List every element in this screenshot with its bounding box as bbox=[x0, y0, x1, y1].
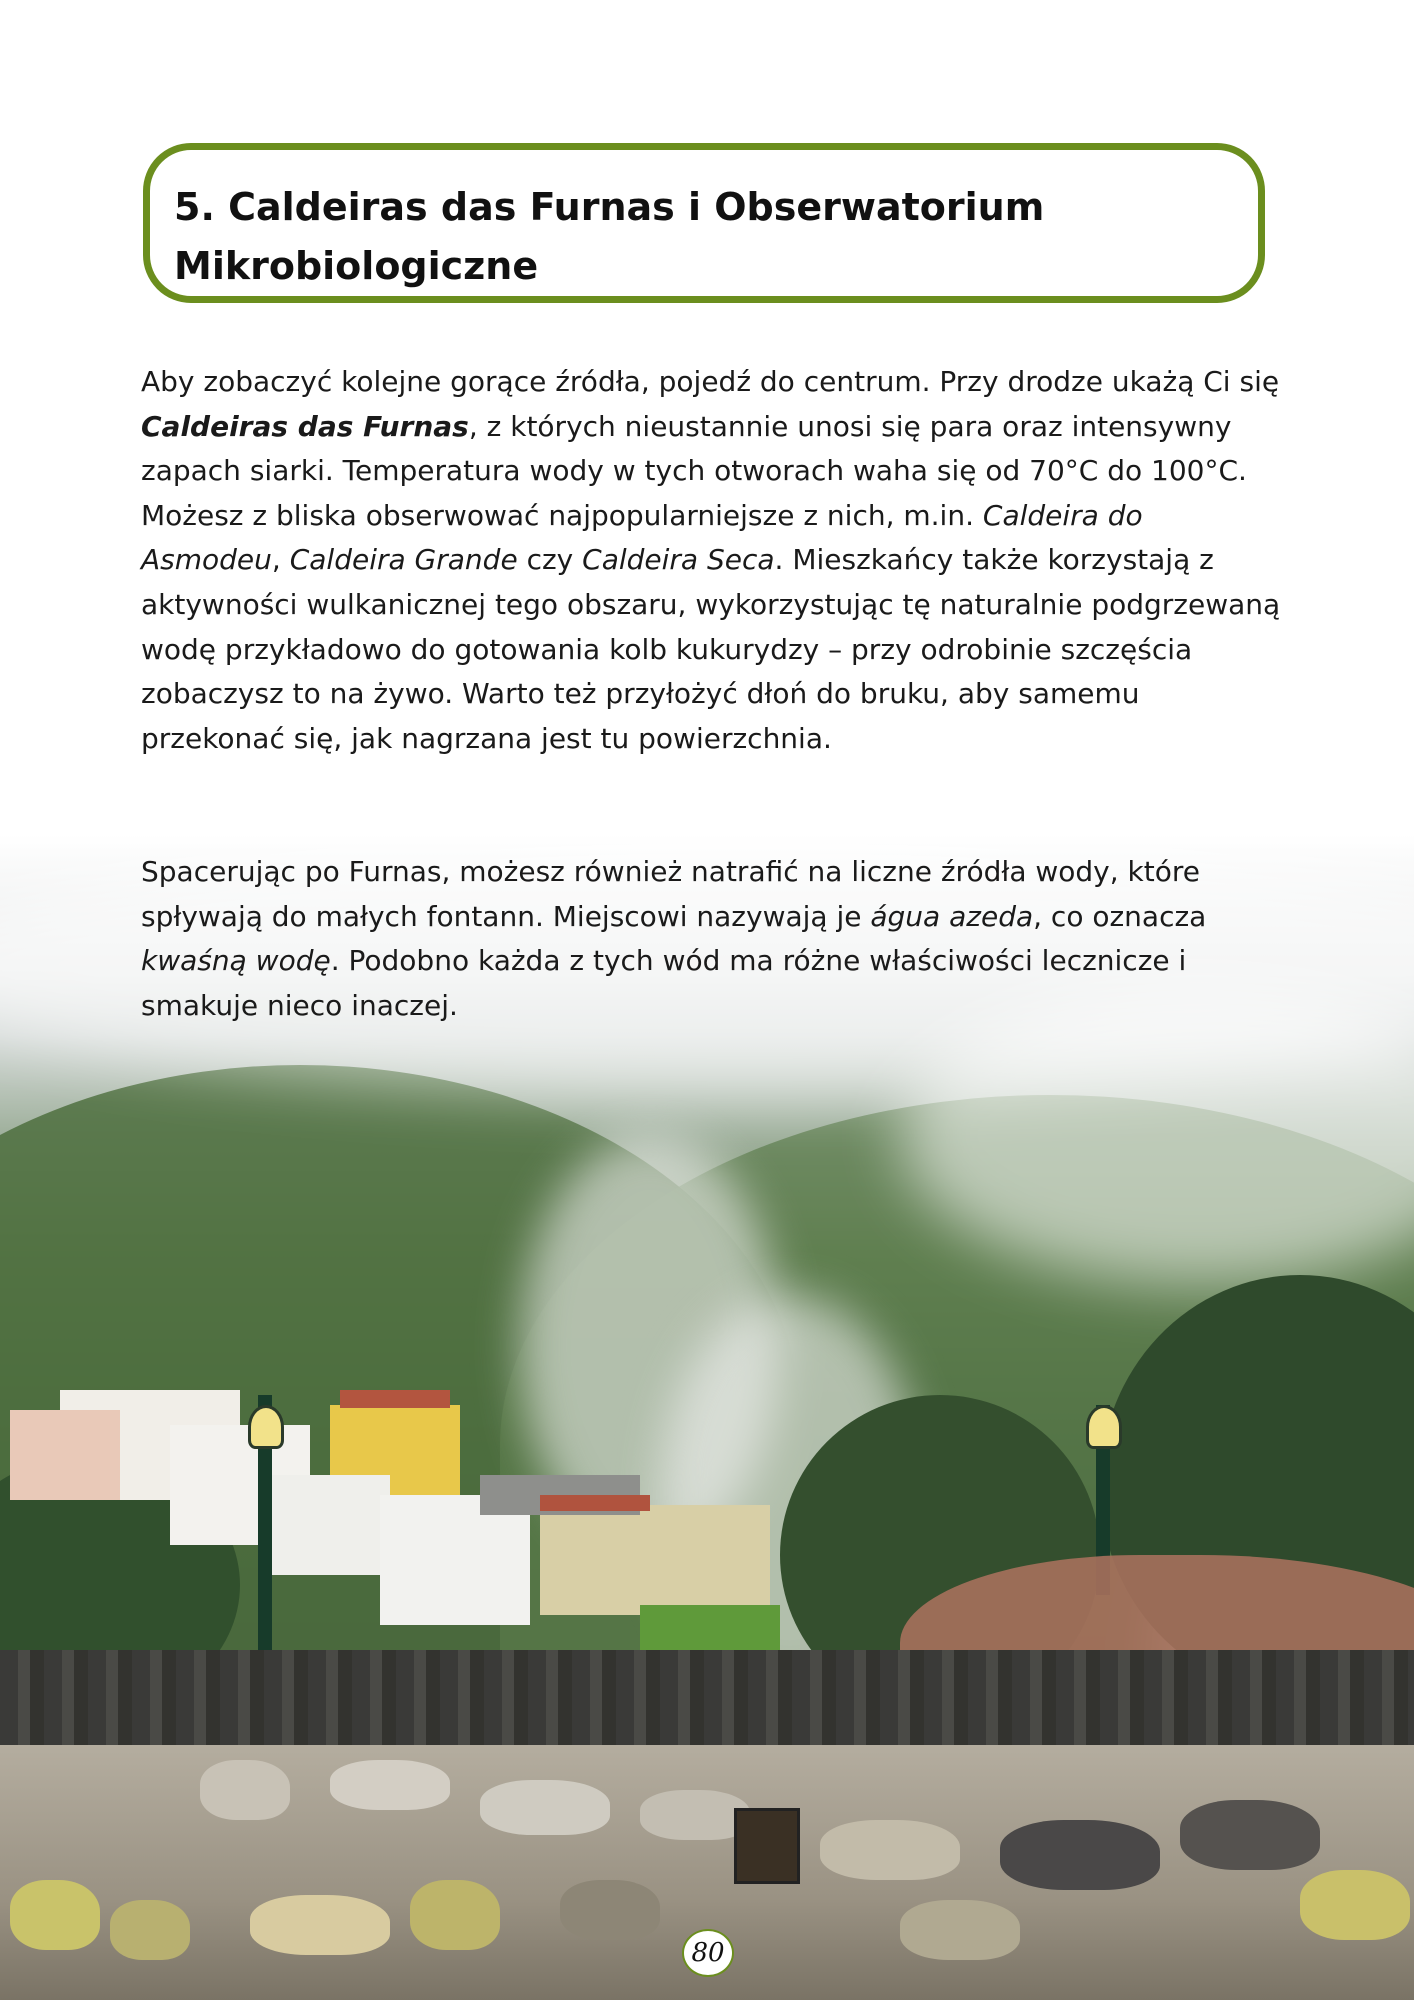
rock bbox=[110, 1900, 190, 1960]
rock bbox=[1180, 1800, 1320, 1870]
house-white bbox=[270, 1475, 390, 1575]
rock bbox=[820, 1820, 960, 1880]
text-run: , co oznacza bbox=[1033, 899, 1207, 933]
section-title: 5. Caldeiras das Furnas i Obserwatorium Mikrobiologiczne bbox=[174, 185, 1045, 288]
stone-wall bbox=[0, 1650, 1414, 1745]
text-run: . Podobno każda z tych wód ma różne właściwości lecznicze i smakuje nieco inaczej. bbox=[141, 944, 1187, 1022]
caldeira-sign bbox=[734, 1808, 800, 1884]
italic-term: Caldeira Grande bbox=[289, 543, 518, 577]
rock bbox=[480, 1780, 610, 1835]
rock bbox=[410, 1880, 500, 1950]
street-lamp-light bbox=[1086, 1405, 1122, 1449]
rock bbox=[1000, 1820, 1160, 1890]
text-run: Spacerując po Furnas, możesz również natrafić na liczne źródła wody, które spływają do małych fontann. Miejscowi nazywają je bbox=[141, 855, 1200, 933]
red-roof bbox=[340, 1390, 450, 1408]
italic-term: kwaśną wodę bbox=[141, 944, 331, 978]
text-run: Aby zobaczyć kolejne gorące źródła, pojedź do centrum. Przy drodze ukażą Ci się bbox=[141, 365, 1280, 398]
rock bbox=[200, 1760, 290, 1820]
section-title-box bbox=[143, 143, 1265, 303]
text-run: . Mieszkańcy także korzystają z aktywności wulkanicznej tego obszaru, wykorzystując tę naturalnie podgrzewaną wodę przykładowo do gotowania kolb kukurydzy – przy odrobinie szczęścia zobaczysz to na żywo. Warto też przyłożyć dłoń do bruku, aby samemu przekonać się, jak nagrzana jest tu powierzchnia. bbox=[141, 543, 1281, 755]
house-beige bbox=[540, 1505, 770, 1615]
red-roof bbox=[540, 1495, 650, 1511]
page-number: 80 bbox=[682, 1929, 734, 1977]
italic-term: água azeda bbox=[870, 899, 1034, 933]
text-run: , bbox=[271, 543, 290, 577]
rock bbox=[900, 1900, 1020, 1960]
rock bbox=[1300, 1870, 1410, 1940]
street-lamp-light bbox=[248, 1405, 284, 1449]
rock bbox=[10, 1880, 100, 1950]
paragraph-caldeiras bbox=[141, 360, 1281, 761]
house-pink bbox=[10, 1410, 120, 1500]
text-run: , z których nieustannie unosi się para oraz intensywny zapach siarki. Temperatura wody w tych otworach waha się od 70°C do 100°C. Możesz z bliska obserwować najpopularniejsze z nich, m.in. bbox=[141, 409, 1247, 532]
italic-term: Caldeira do Asmodeu bbox=[141, 498, 1143, 577]
text-run: czy bbox=[517, 543, 583, 577]
bold-term: Caldeiras das Furnas bbox=[141, 409, 469, 443]
rock bbox=[250, 1895, 390, 1955]
green-lawn bbox=[640, 1605, 780, 1650]
rock bbox=[330, 1760, 450, 1810]
paragraph-agua-azeda bbox=[141, 850, 1281, 1028]
italic-term: Caldeira Seca bbox=[582, 543, 775, 577]
rock bbox=[560, 1880, 660, 1940]
